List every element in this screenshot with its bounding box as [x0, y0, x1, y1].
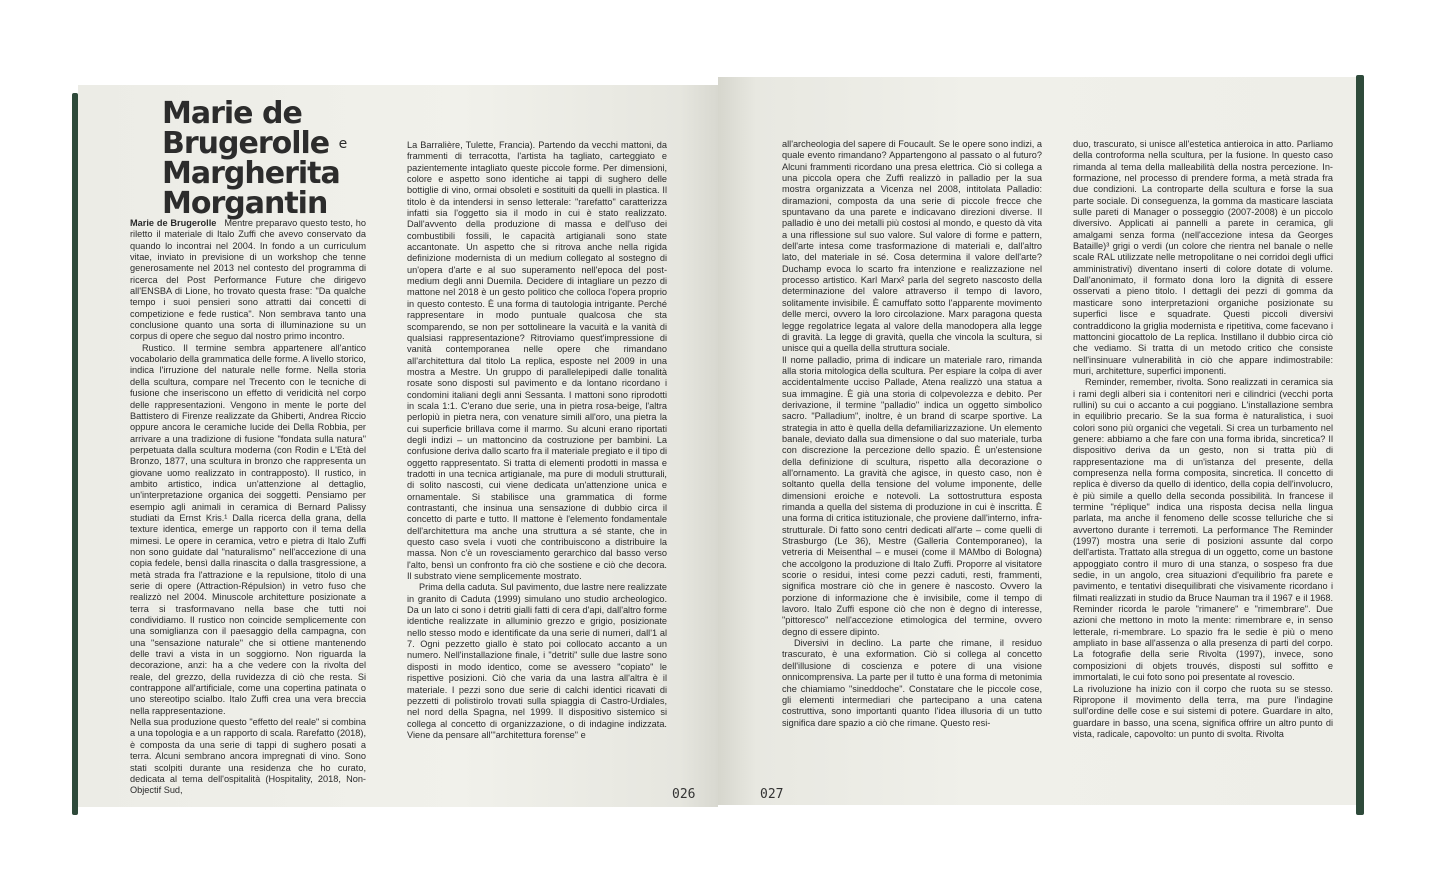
left-page: [78, 85, 718, 807]
right-column-2: [1073, 139, 1333, 779]
title-line: Brugerolle: [162, 126, 330, 161]
paragraph: Il nome palladio, prima di indicare un materiale raro, rimanda alla storia mitologica della scultura. Per espiare la colpa di aver accidentalmente ucciso Pallade, Atena realizzò una statua a sua immagine. È già una storia di colpevolezza e debito. Per derivazione, il termine "palladio" indica un oggetto simbolico sacro. "Palladium", inoltre, è un brand di scarpe sportive. La strategia in atto è quella della defamiliarizzazione. Un elemento banale, deviato dalla sua dimensione o dal suo materiale, turba con discrezione la percezione dello spazio. È un'estensione della definizione di scultura, rispetto alla decorazione o all'ornamento. La gravità che agisce, in questo caso, non è soltanto quella della tensione del volume imponente, delle dimensioni eroiche e notevoli. La sottostruttura esposta rimanda a quella del sistema di produzione in cui è inscritta. È una forma di critica istituzionale, che proviene dall'interno, infra-strutturale. Di fatto sono centri dedicati all'arte – come quelli di Strasburgo (Le 36), Mestre (Galleria Contemporaneo), la vetreria di Meisenthal – e musei (come il MAMbo di Bologna) che accolgono la produzione di Italo Zuffi. Proporre al visitatore scorie o residui, intesi come pezzi caduti, resti, frammenti, significa mostrare ciò che in genere è nascosto. Ovvero la porzione di informazione che è invisibile, come il tempo di lavoro. Italo Zuffi espone ciò che non è degno di interesse, "pittoresco" nell'accezione etimologica del termine, ovvero degno di essere dipinto.: [782, 354, 1042, 637]
right-page: [718, 77, 1356, 805]
left-column-2: [407, 140, 667, 783]
page-number-left: 026: [672, 787, 696, 802]
paragraph: Rustico. Il termine sembra appartenere all'antico vocabolario della grammatica delle forme. A livello storico, indica l'irruzione del naturale nelle forme. Nella storia della scultura, compare nel Trecento con le tecniche di fusione che inseriscono un effetto di veridicità nel corpo delle rappresentazioni. Vengono in mente le porte del Battistero di Firenze realizzate da Ghiberti, Andrea Riccio oppure ancora le ceramiche lucide dei Della Robbia, per arrivare a una tradizione di fusione "fondata sulla natura" perpetuata dalla scultura moderna (con Rodin e L'Età del Bronzo, 1877, una scultura in bronzo che rappresenta un giovane uomo realizzato in contrapposto). Il rustico, in ambito artistico, indica un'attenzione al dettaglio, un'interpretazione organica dei soggetti. Pensiamo per esempio agli animali in ceramica di Bernard Palissy studiati da Ernst Kris.¹ Dalla ricerca della grana, della texture identica, emerge un rapporto con il tema della mimesi. Le opere in ceramica, vetro e pietra di Italo Zuffi non sono guidate dal "naturalismo" nell'accezione di una copia fedele, bensì dalla rinascita o dalla trasgressione, a metà strada fra l'attrazione e la repulsione, titolo di una serie di opere (Attraction-Répulsion) in vetro fuso che realizzò nel 2004. Minuscole architetture posizionate a terra si trasformavano nella base che tutti noi condividiamo. Il rustico non coincide semplicemente con una somiglianza con il paesaggio della campagna, con una "sensazione naturale" che si ottiene mantenendo delle travi a vista in un soggiorno. Non riguarda la decorazione, anzi: ha a che vedere con la rivolta del reale, del grezzo, della ruvidezza di ciò che resta. Si contrappone all'artificiale, come una copertina patinata o uno stereotipo scialbo. Italo Zuffi crea una vera breccia nella rappresentazione.: [130, 342, 366, 716]
paragraph: La rivoluzione ha inizio con il corpo che ruota su se stesso. Ripropone il movimento della terra, ma pure l'indagine sull'ordine delle cose e sui sistemi di potere. Guardare in alto, guardare in basso, una scena, significa offrire un altro punto di vista, radicale, capovolto: un punto di svolta. Rivolta: [1073, 683, 1333, 739]
author-byline: Marie de Brugerolle: [130, 218, 217, 228]
paragraph: duo, trascurato, si unisce all'estetica antieroica in atto. Parliamo della controforma nella scultura, per la fusione. In questo caso rimanda al tema della malleabilità della nostra percezione. In-formazione, nel processo di prendere forma, a metà strada fra due condizioni. La controparte della scultura e forse la sua parte sociale. Di conseguenza, la gomma da masticare lasciata sulle pareti di Manager o posseggio (2007-2008) è un piccolo diversivo. Applicati ai pannelli a parete in ceramica, gli amalgami senza forma (nell'accezione intesa da Georges Bataille)³ grigi o verdi (un colore che rientra nel banale o nelle scale RAL utilizzate nelle metropolitane o nei corridoi degli uffici amministrativi) diventano inserti di colore dotate di volume. Dall'anonimato, il formato dona loro la dignità di essere osservati a pieno titolo. I dettagli dei pezzi di gomma da masticare sono interpretazioni organiche posizionate su superfici lisce e squadrate. Questi piccoli diversivi contraddicono la griglia modernista e ripetitiva, come facevano i mattoncini giocattolo de La replica. Instillano il dubbio circa ciò che vediamo. Si tratta di un metodo critico che consiste nell'insinuare vulnerabilità in ciò che appare indimostrabile: muri, architetture, superfici imponenti.: [1073, 139, 1333, 376]
cover-edge-right: [1356, 75, 1364, 815]
left-column-1: [130, 218, 367, 796]
title-line: Marie de: [162, 96, 302, 131]
paragraph: Prima della caduta. Sul pavimento, due lastre nere realizzate in granito di Caduta (1999) simulano uno studio archeologico. Da un lato ci sono i detriti gialli fatti di cera d'api, dall'altro forme identiche realizzate in alluminio grezzo e grigio, posizionate nello stesso modo e identificate da una serie di numeri, dall'1 al 7. Ogni pezzetto giallo è stato poi collocato accanto a un numero. Nell'installazione finale, i "detriti" sulle due lastre sono disposti in modo identico, come se avessero "copiato" le rispettive posizioni. Ciò che varia da una lastra all'altra è il materiale. I pezzi sono due serie di calchi identici ricavati di pezzetti di polistirolo trovati sulla spiaggia di Castro-Urdiales, nel nord della Spagna, nel 1999. Il dispositivo sistemico si collega al concetto di organizzazione, o di indagine indizzata. Viene da pensare all'"architettura forense" e: [407, 582, 667, 740]
paragraph: Nella sua produzione questo "effetto del reale" si combina a una topologia e a un rapporto di scala. Rarefatto (2018), è composta da una serie di tappi di sughero posati a terra. Alcuni sembrano ancora impregnati di vino. Sono stati scolpiti durante una residenza che ho curato, dedicata al tema dell'ospitalità (Hospitality, 2018, Non-Objectif Sud,: [130, 717, 366, 796]
right-column-1: [782, 139, 1042, 779]
page-number-right: 027: [760, 787, 784, 802]
paragraph: all'archeologia del sapere di Foucault. Se le opere sono indizi, a quale evento rimandano? Appartengono al passato o al futuro? Alcuni frammenti ricordano una presa elettrica. Ciò si collega a una piccola opera che Zuffi realizzò in palladio per la sua mostra organizzata a Vicenza nel 2008, intitolata Palladio: diramazioni, composta da una serie di piccole frecce che spuntavano da una parete e indicavano direzioni diverse. Il palladio è uno dei metalli più costosi al mondo, e questo dà vita a una riflessione sul suo valore. Sul valore di forme e pattern, dell'arte intesa come trasformazione di materiali e, dall'altro lato, del materiale in sé. Cosa determina il valore dell'arte? Duchamp evoca lo scarto fra intenzione e realizzazione nel processo artistico. Karl Marx² parla del segreto nascosto della determinazione del valore attraverso il tempo di lavoro, solitamente invisibile. È camuffato sotto l'apparente movimento delle merci, ovvero la loro circolazione. Marx paragona questa legge regolatrice legata al valore della manodopera alla legge di gravità. La legge di gravità, quella che vincola la scultura, si unisce qui a quella della struttura sociale.: [782, 139, 1042, 354]
paragraph: Reminder, remember, rivolta. Sono realizzati in ceramica sia i rami degli alberi sia i contenitori neri e cilindrici (vecchi porta rullini) su cui o accanto a cui poggiano. L'installazione sembra in equilibrio precario. Se la sua forma è naturalistica, i suoi colori sono più organici che vegetali. Si crea un turbamento nel genere: abbiamo a che fare con una forma ibrida, sincretica? Il dispositivo deriva da un gesto, non si tratta più di rappresentazione ma di un'istanza del presente, della compresenza nella forma composita, sincretica. Il concetto di replica è diverso da quello di identico, della copia dell'involucro, è più simile a quello della seconda possibilità. In francese il termine "réplique" indica una risposta decisa nella lingua parlata, ma anche il fenomeno delle scosse telluriche che si avvertono durante i terremoti. La performance The Reminder (1997) mostra una serie di posizioni assunte dal corpo dell'artista. Trattato alla stregua di un oggetto, come un bastone appoggiato contro il muro di una stanza, o sospeso fra due sedie, in un angolo, crea situazioni d'equilibrio fra parete e pavimento, e tentativi disequilibrati che visivamente ricordano i filmati realizzati in studio da Bruce Nauman tra il 1967 e il 1968. Reminder ricorda le parole "rimanere" e "rimembrare". Due azioni che mettono in moto la mente: rimembrare e, in senso letterale, ri-membrare. Lo spazio fra le sedie è più o meno ampliato in base all'assenza o alla presenza di parti del corpo. La fotografie della serie Rivolta (1997), invece, sono composizioni di objets trouvés, disposti sul soffitto e immortalati, le cui foto sono poi presentate al rovescio.: [1073, 377, 1333, 683]
title-line: Morgantin: [162, 186, 328, 221]
paragraph: Diversivi in declino. La parte che rimane, il residuo trascurato, è una exformation. Ciò si collega al concetto dell'illusione di coscienza e potere di una visione onnicomprensiva. La parte per il tutto è una forma di metonimia che chiamiamo "sineddoche". Constatare che le piccole cose, gli elementi intermediari che partecipano a una catena costruttiva, sono importanti quanto l'idea illusoria di un tutto significa dare spazio a ciò che rimane. Questo resi-: [782, 638, 1042, 728]
title-line: Margherita: [162, 156, 340, 191]
open-book: [72, 75, 1364, 815]
article-title: [162, 96, 392, 221]
paragraph: Mentre preparavo questo testo, ho riletto il materiale di Italo Zuffi che avevo conservato da quando lo incontrai nel 2004. In fondo a un curriculum vitae, inviato in previsione di un workshop che tenne generosamente nel 2013 nel contesto del programma di ricerca del Post Performance Future che dirigevo all'ENSBA di Lione, ho trovato questa frase: "Da qualche tempo i suoi pensieri sono attratti dai concetti di competizione e fede rustica". Non sembrava tanto una conclusione quanto una sorta di illuminazione su un corpus di opere che seguo dal nostro primo incontro.: [130, 218, 367, 342]
title-conjunction: e: [338, 136, 348, 152]
paragraph: La Barralière, Tulette, Francia). Partendo da vecchi mattoni, da frammenti di terracotta, l'artista ha tagliato, carteggiato e pazientemente intagliato queste piccole forme. Per dimensioni, colore e aspetto sono identiche ai tappi di sughero delle bottiglie di vino, ormai obsoleti e sostituiti da quelli in plastica. Il titolo è da intendersi in senso letterale: "rarefatto" caratterizza infatti sia l'oggetto sia il modo in cui è stato realizzato. Dall'avvento della produzione di massa e dell'uso dei combustibili fossili, le capacità artigianali sono state accantonate. Un aspetto che si ritrova anche nella rigida definizione modernista di un medium collegato al sostegno di un'opera d'arte e al suo superamento nell'epoca del post-medium degli anni Duemila. Decidere di intagliare un pezzo di mattone nel 2018 è un gesto politico che colloca l'opera proprio in questo contesto. È una forma di tautologia intrigante. Perché rappresentare in modo puntuale qualcosa che sta scomparendo, se non per sottolineare la vacuità e la vanità di qualsiasi rappresentazione? Ritroviamo quest'impressione di vanità contemporanea nelle opere che rimandano all'architettura dal titolo La replica, esposte nel 2009 in una mostra a Mestre. Un gruppo di parallelepipedi dalle tonalità rosate sono disposti sul pavimento e da lontano ricordano i condomini italiani degli anni Sessanta. I mattoni sono riprodotti in scala 1:1. C'erano due serie, una in pietra rosa-beige, l'altra perlopiù in pietra nera, con venature simili all'oro, una pietra la cui superficie brillava come il marmo. Su alcuni erano riportati degli indizi – un mattoncino da costruzione per bambini. La confusione deriva dallo scarto fra il materiale pregiato e il tipo di oggetto rappresentato. Si tratta di elementi prodotti in massa e tradotti in una tecnica artigianale, ma pure di moduli strutturali, di solito nascosti, cui viene dedicata un'attenzione unica e ornamentale. Si stabilisce una grammatica di forme contrastanti, che insinua una sensazione di dubbio circa il concetto di parte e tutto. Il mattone è l'elemento fondamentale dell'architettura ma anche una struttura a sé stante, che in questo caso svela i vuoti che contribuiscono a distribuire la massa. Non c'è un rovesciamento gerarchico dal basso verso l'alto, bensì un confronto fra ciò che sostiene e ciò che decora. Il substrato viene semplicemente mostrato.: [407, 140, 667, 582]
